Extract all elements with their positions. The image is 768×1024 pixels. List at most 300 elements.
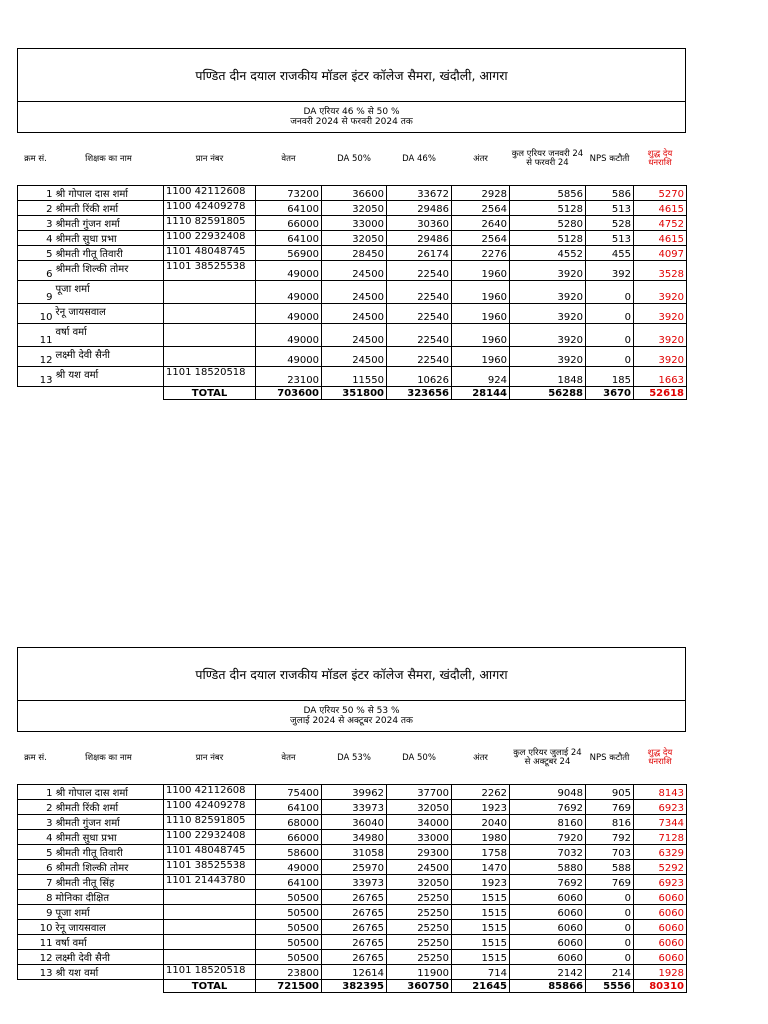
serial-no: 12 <box>18 950 54 965</box>
pran-number <box>164 281 256 304</box>
da-new: 25970 <box>322 860 387 875</box>
arrears-sheet-1 <box>17 48 686 400</box>
column-header: अंतर <box>473 153 488 164</box>
teacher-name: श्रीमती गुंजन शर्मा <box>54 216 164 231</box>
total-arrear: 2142 <box>510 965 586 980</box>
total-row <box>18 980 687 993</box>
column-header: वेतन <box>281 752 296 763</box>
difference: 2640 <box>452 216 510 231</box>
college-title: पण्डित दीन दयाल राजकीय मॉडल इंटर कॉलेज सैमरा, खंदौली, आगरा <box>17 647 686 701</box>
da-new: 33000 <box>322 216 387 231</box>
teacher-name: श्री यश वर्मा <box>54 367 164 387</box>
net-payable: 6060 <box>634 935 687 950</box>
table-row <box>18 830 687 845</box>
da-old: 24500 <box>387 860 452 875</box>
teacher-name: श्रीमती शिल्की तोमर <box>54 860 164 875</box>
pran-number <box>164 950 256 965</box>
total-value: 5556 <box>586 980 634 993</box>
net-payable: 5292 <box>634 860 687 875</box>
column-header: DA 46% <box>402 153 436 164</box>
pran-number: 1101 48048745 <box>164 246 256 261</box>
net-payable: 6060 <box>634 890 687 905</box>
da-new: 28450 <box>322 246 387 261</box>
teacher-name: श्रीमती रिंकी शर्मा <box>54 800 164 815</box>
table-row <box>18 347 687 367</box>
difference: 2040 <box>452 815 510 830</box>
total-value: 80310 <box>634 980 687 993</box>
teacher-name: वर्षा वर्मा <box>54 935 164 950</box>
table-row <box>18 216 687 231</box>
serial-no: 6 <box>18 860 54 875</box>
serial-no: 1 <box>18 785 54 800</box>
difference: 1923 <box>452 875 510 890</box>
net-payable: 6923 <box>634 875 687 890</box>
da-new: 32050 <box>322 231 387 246</box>
total-value: 85866 <box>510 980 586 993</box>
serial-no: 5 <box>18 845 54 860</box>
nps-deduction: 513 <box>586 201 634 216</box>
column-header: शुद्ध देय धनराशि <box>647 149 673 168</box>
da-new: 24500 <box>322 261 387 281</box>
nps-deduction: 792 <box>586 830 634 845</box>
salary: 66000 <box>256 830 322 845</box>
salary: 58600 <box>256 845 322 860</box>
total-value: 360750 <box>387 980 452 993</box>
difference: 1960 <box>452 281 510 304</box>
da-new: 12614 <box>322 965 387 980</box>
salary: 64100 <box>256 231 322 246</box>
pran-number: 1101 18520518 <box>164 367 256 387</box>
da-new: 26765 <box>322 920 387 935</box>
column-header: शुद्ध देय धनराशि <box>647 748 673 767</box>
salary: 64100 <box>256 875 322 890</box>
da-new: 39962 <box>322 785 387 800</box>
da-old: 29486 <box>387 231 452 246</box>
teacher-name: श्रीमती सुधा प्रभा <box>54 830 164 845</box>
da-old: 25250 <box>387 935 452 950</box>
total-arrear: 6060 <box>510 920 586 935</box>
total-arrear: 8160 <box>510 815 586 830</box>
total-arrear: 5128 <box>510 201 586 216</box>
total-arrear: 5880 <box>510 860 586 875</box>
teacher-name: पूजा शर्मा <box>54 905 164 920</box>
net-payable: 3920 <box>634 347 687 367</box>
blank-cell <box>18 387 164 400</box>
table-row <box>18 800 687 815</box>
da-old: 26174 <box>387 246 452 261</box>
nps-deduction: 0 <box>586 890 634 905</box>
total-arrear: 7032 <box>510 845 586 860</box>
da-new: 26765 <box>322 890 387 905</box>
total-value: 52618 <box>634 387 687 400</box>
teacher-name: मोनिका दीक्षित <box>54 890 164 905</box>
teacher-name: श्रीमती गुंजन शर्मा <box>54 815 164 830</box>
total-arrear: 3920 <box>510 281 586 304</box>
table-row <box>18 246 687 261</box>
table-row <box>18 860 687 875</box>
da-old: 25250 <box>387 920 452 935</box>
serial-no: 12 <box>18 347 54 367</box>
table-row <box>18 281 687 304</box>
college-title: पण्डित दीन दयाल राजकीय मॉडल इंटर कॉलेज सैमरा, खंदौली, आगरा <box>17 48 686 102</box>
serial-no: 4 <box>18 830 54 845</box>
teacher-name: श्रीमती शिल्की तोमर <box>54 261 164 281</box>
column-header: कुल एरियर जुलाई 24 से अक्टूबर 24 <box>513 748 582 767</box>
salary: 68000 <box>256 815 322 830</box>
table-row <box>18 186 687 201</box>
net-payable: 6060 <box>634 950 687 965</box>
da-old: 32050 <box>387 800 452 815</box>
column-header: अंतर <box>473 752 488 763</box>
nps-deduction: 0 <box>586 905 634 920</box>
salary: 49000 <box>256 304 322 324</box>
salary: 49000 <box>256 324 322 347</box>
table-row <box>18 920 687 935</box>
nps-deduction: 703 <box>586 845 634 860</box>
teacher-name: श्रीमती गीतू तिवारी <box>54 845 164 860</box>
difference: 2564 <box>452 231 510 246</box>
total-arrear: 9048 <box>510 785 586 800</box>
pran-number: 1101 48048745 <box>164 845 256 860</box>
difference: 2928 <box>452 186 510 201</box>
pran-number: 1100 22932408 <box>164 830 256 845</box>
net-payable: 1928 <box>634 965 687 980</box>
nps-deduction: 0 <box>586 347 634 367</box>
serial-no: 5 <box>18 246 54 261</box>
da-new: 26765 <box>322 905 387 920</box>
total-arrear: 3920 <box>510 347 586 367</box>
pran-number <box>164 905 256 920</box>
total-value: 28144 <box>452 387 510 400</box>
serial-no: 3 <box>18 815 54 830</box>
total-value: 21645 <box>452 980 510 993</box>
da-old: 22540 <box>387 347 452 367</box>
column-header: प्रान नंबर <box>195 752 224 763</box>
teacher-name: श्रीमती नीतू सिंह <box>54 875 164 890</box>
serial-no: 8 <box>18 890 54 905</box>
difference: 1960 <box>452 324 510 347</box>
table-row <box>18 304 687 324</box>
nps-deduction: 513 <box>586 231 634 246</box>
column-header: शिक्षक का नाम <box>85 752 132 763</box>
difference: 1960 <box>452 347 510 367</box>
total-label: TOTAL <box>164 387 256 400</box>
pran-number: 1100 42409278 <box>164 800 256 815</box>
serial-no: 11 <box>18 935 54 950</box>
teacher-name: लक्ष्मी देवी सैनी <box>54 347 164 367</box>
table-row <box>18 815 687 830</box>
da-old: 33000 <box>387 830 452 845</box>
teacher-name: श्री यश वर्मा <box>54 965 164 980</box>
da-old: 32050 <box>387 875 452 890</box>
net-payable: 3920 <box>634 324 687 347</box>
table-row <box>18 875 687 890</box>
salary: 50500 <box>256 890 322 905</box>
serial-no: 13 <box>18 367 54 387</box>
net-payable: 4615 <box>634 231 687 246</box>
teacher-name: श्रीमती गीतू तिवारी <box>54 246 164 261</box>
salary: 49000 <box>256 281 322 304</box>
total-arrear: 6060 <box>510 890 586 905</box>
net-payable: 4097 <box>634 246 687 261</box>
total-label: TOTAL <box>164 980 256 993</box>
salary: 50500 <box>256 905 322 920</box>
net-payable: 6060 <box>634 920 687 935</box>
total-arrear: 4552 <box>510 246 586 261</box>
total-value: 703600 <box>256 387 322 400</box>
nps-deduction: 769 <box>586 800 634 815</box>
da-new: 11550 <box>322 367 387 387</box>
nps-deduction: 0 <box>586 935 634 950</box>
pran-number <box>164 890 256 905</box>
pran-number: 1101 38525538 <box>164 860 256 875</box>
table-row <box>18 905 687 920</box>
table-row <box>18 935 687 950</box>
da-old: 25250 <box>387 905 452 920</box>
da-new: 33973 <box>322 875 387 890</box>
difference: 1515 <box>452 890 510 905</box>
salary: 49000 <box>256 261 322 281</box>
difference: 1515 <box>452 905 510 920</box>
pran-number: 1100 42409278 <box>164 201 256 216</box>
serial-no: 1 <box>18 186 54 201</box>
total-arrear: 7692 <box>510 800 586 815</box>
total-arrear: 6060 <box>510 905 586 920</box>
arrears-sheet-2 <box>17 647 686 993</box>
pran-number: 1110 82591805 <box>164 216 256 231</box>
net-payable: 3528 <box>634 261 687 281</box>
blank-cell <box>18 980 164 993</box>
total-value: 721500 <box>256 980 322 993</box>
teacher-name: लक्ष्मी देवी सैनी <box>54 950 164 965</box>
teacher-name: पूजा शर्मा <box>54 281 164 304</box>
nps-deduction: 905 <box>586 785 634 800</box>
arrear-range: DA एरियर 46 % से 50 % <box>303 107 400 117</box>
da-new: 24500 <box>322 304 387 324</box>
total-value: 323656 <box>387 387 452 400</box>
pran-number: 1100 22932408 <box>164 231 256 246</box>
teacher-name: श्रीमती रिंकी शर्मा <box>54 201 164 216</box>
salary: 66000 <box>256 216 322 231</box>
da-old: 22540 <box>387 281 452 304</box>
difference: 1515 <box>452 935 510 950</box>
salary: 49000 <box>256 347 322 367</box>
nps-deduction: 214 <box>586 965 634 980</box>
teacher-name: रेनू जायसवाल <box>54 920 164 935</box>
pran-number: 1100 42112608 <box>164 785 256 800</box>
table-row <box>18 201 687 216</box>
da-old: 22540 <box>387 324 452 347</box>
serial-no: 7 <box>18 875 54 890</box>
serial-no: 9 <box>18 905 54 920</box>
total-row <box>18 387 687 400</box>
pran-number <box>164 920 256 935</box>
total-arrear: 7920 <box>510 830 586 845</box>
net-payable: 7128 <box>634 830 687 845</box>
column-header: क्रम सं. <box>24 153 47 164</box>
pran-number <box>164 935 256 950</box>
da-new: 33973 <box>322 800 387 815</box>
salary: 49000 <box>256 860 322 875</box>
net-payable: 1663 <box>634 367 687 387</box>
teacher-name: श्रीमती सुधा प्रभा <box>54 231 164 246</box>
pran-number: 1101 21443780 <box>164 875 256 890</box>
nps-deduction: 528 <box>586 216 634 231</box>
table-row <box>18 950 687 965</box>
table-row <box>18 785 687 800</box>
pran-number: 1100 42112608 <box>164 186 256 201</box>
salary: 64100 <box>256 800 322 815</box>
nps-deduction: 816 <box>586 815 634 830</box>
da-new: 24500 <box>322 347 387 367</box>
nps-deduction: 185 <box>586 367 634 387</box>
difference: 924 <box>452 367 510 387</box>
difference: 2276 <box>452 246 510 261</box>
difference: 714 <box>452 965 510 980</box>
difference: 2564 <box>452 201 510 216</box>
da-old: 25250 <box>387 890 452 905</box>
serial-no: 2 <box>18 201 54 216</box>
difference: 1758 <box>452 845 510 860</box>
total-arrear: 1848 <box>510 367 586 387</box>
da-new: 31058 <box>322 845 387 860</box>
teacher-name: श्री गोपाल दास शर्मा <box>54 186 164 201</box>
salary: 50500 <box>256 920 322 935</box>
period-range: जुलाई 2024 से अक्टूबर 2024 तक <box>290 716 413 726</box>
da-old: 10626 <box>387 367 452 387</box>
period-range: जनवरी 2024 से फरवरी 2024 तक <box>290 117 413 127</box>
da-old: 22540 <box>387 261 452 281</box>
total-arrear: 5128 <box>510 231 586 246</box>
header-row <box>18 732 687 785</box>
table-row <box>18 261 687 281</box>
total-arrear: 7692 <box>510 875 586 890</box>
pran-number <box>164 347 256 367</box>
column-header: क्रम सं. <box>24 752 47 763</box>
net-payable: 4615 <box>634 201 687 216</box>
nps-deduction: 0 <box>586 920 634 935</box>
serial-no: 10 <box>18 304 54 324</box>
da-new: 24500 <box>322 324 387 347</box>
nps-deduction: 392 <box>586 261 634 281</box>
table-row <box>18 890 687 905</box>
pran-number <box>164 304 256 324</box>
net-payable: 3920 <box>634 304 687 324</box>
teacher-name: रेनू जायसवाल <box>54 304 164 324</box>
net-payable: 4752 <box>634 216 687 231</box>
da-new: 34980 <box>322 830 387 845</box>
total-arrear: 6060 <box>510 950 586 965</box>
total-arrear: 3920 <box>510 304 586 324</box>
da-new: 24500 <box>322 281 387 304</box>
difference: 2262 <box>452 785 510 800</box>
da-old: 30360 <box>387 216 452 231</box>
arrear-period <box>17 102 686 133</box>
da-old: 34000 <box>387 815 452 830</box>
serial-no: 11 <box>18 324 54 347</box>
column-header: प्रान नंबर <box>195 153 224 164</box>
da-old: 11900 <box>387 965 452 980</box>
header-row <box>18 133 687 186</box>
table-row <box>18 367 687 387</box>
total-value: 382395 <box>322 980 387 993</box>
column-header: NPS कटौती <box>589 153 630 164</box>
table-row <box>18 965 687 980</box>
total-arrear: 5856 <box>510 186 586 201</box>
difference: 1923 <box>452 800 510 815</box>
da-old: 29486 <box>387 201 452 216</box>
difference: 1980 <box>452 830 510 845</box>
da-old: 37700 <box>387 785 452 800</box>
da-old: 29300 <box>387 845 452 860</box>
total-value: 3670 <box>586 387 634 400</box>
salary: 75400 <box>256 785 322 800</box>
salary: 64100 <box>256 201 322 216</box>
difference: 1960 <box>452 304 510 324</box>
serial-no: 10 <box>18 920 54 935</box>
column-header: DA 53% <box>337 752 371 763</box>
nps-deduction: 455 <box>586 246 634 261</box>
nps-deduction: 586 <box>586 186 634 201</box>
teacher-name: वर्षा वर्मा <box>54 324 164 347</box>
da-new: 36040 <box>322 815 387 830</box>
serial-no: 6 <box>18 261 54 281</box>
total-arrear: 5280 <box>510 216 586 231</box>
column-header: DA 50% <box>337 153 371 164</box>
pran-number: 1110 82591805 <box>164 815 256 830</box>
net-payable: 6923 <box>634 800 687 815</box>
total-arrear: 6060 <box>510 935 586 950</box>
salary: 56900 <box>256 246 322 261</box>
serial-no: 9 <box>18 281 54 304</box>
da-old: 33672 <box>387 186 452 201</box>
serial-no: 3 <box>18 216 54 231</box>
net-payable: 5270 <box>634 186 687 201</box>
total-arrear: 3920 <box>510 261 586 281</box>
da-new: 36600 <box>322 186 387 201</box>
arrears-table <box>17 732 687 993</box>
table-row <box>18 324 687 347</box>
serial-no: 4 <box>18 231 54 246</box>
pran-number <box>164 324 256 347</box>
nps-deduction: 0 <box>586 950 634 965</box>
total-value: 351800 <box>322 387 387 400</box>
da-new: 26765 <box>322 950 387 965</box>
salary: 50500 <box>256 950 322 965</box>
column-header: शिक्षक का नाम <box>85 153 132 164</box>
pran-number: 1101 18520518 <box>164 965 256 980</box>
pran-number: 1101 38525538 <box>164 261 256 281</box>
salary: 73200 <box>256 186 322 201</box>
net-payable: 6060 <box>634 905 687 920</box>
net-payable: 7344 <box>634 815 687 830</box>
nps-deduction: 588 <box>586 860 634 875</box>
table-row <box>18 231 687 246</box>
salary: 50500 <box>256 935 322 950</box>
salary: 23100 <box>256 367 322 387</box>
serial-no: 13 <box>18 965 54 980</box>
nps-deduction: 0 <box>586 324 634 347</box>
serial-no: 2 <box>18 800 54 815</box>
nps-deduction: 769 <box>586 875 634 890</box>
arrear-period <box>17 701 686 732</box>
difference: 1960 <box>452 261 510 281</box>
difference: 1515 <box>452 920 510 935</box>
table-row <box>18 845 687 860</box>
nps-deduction: 0 <box>586 304 634 324</box>
da-new: 32050 <box>322 201 387 216</box>
difference: 1515 <box>452 950 510 965</box>
